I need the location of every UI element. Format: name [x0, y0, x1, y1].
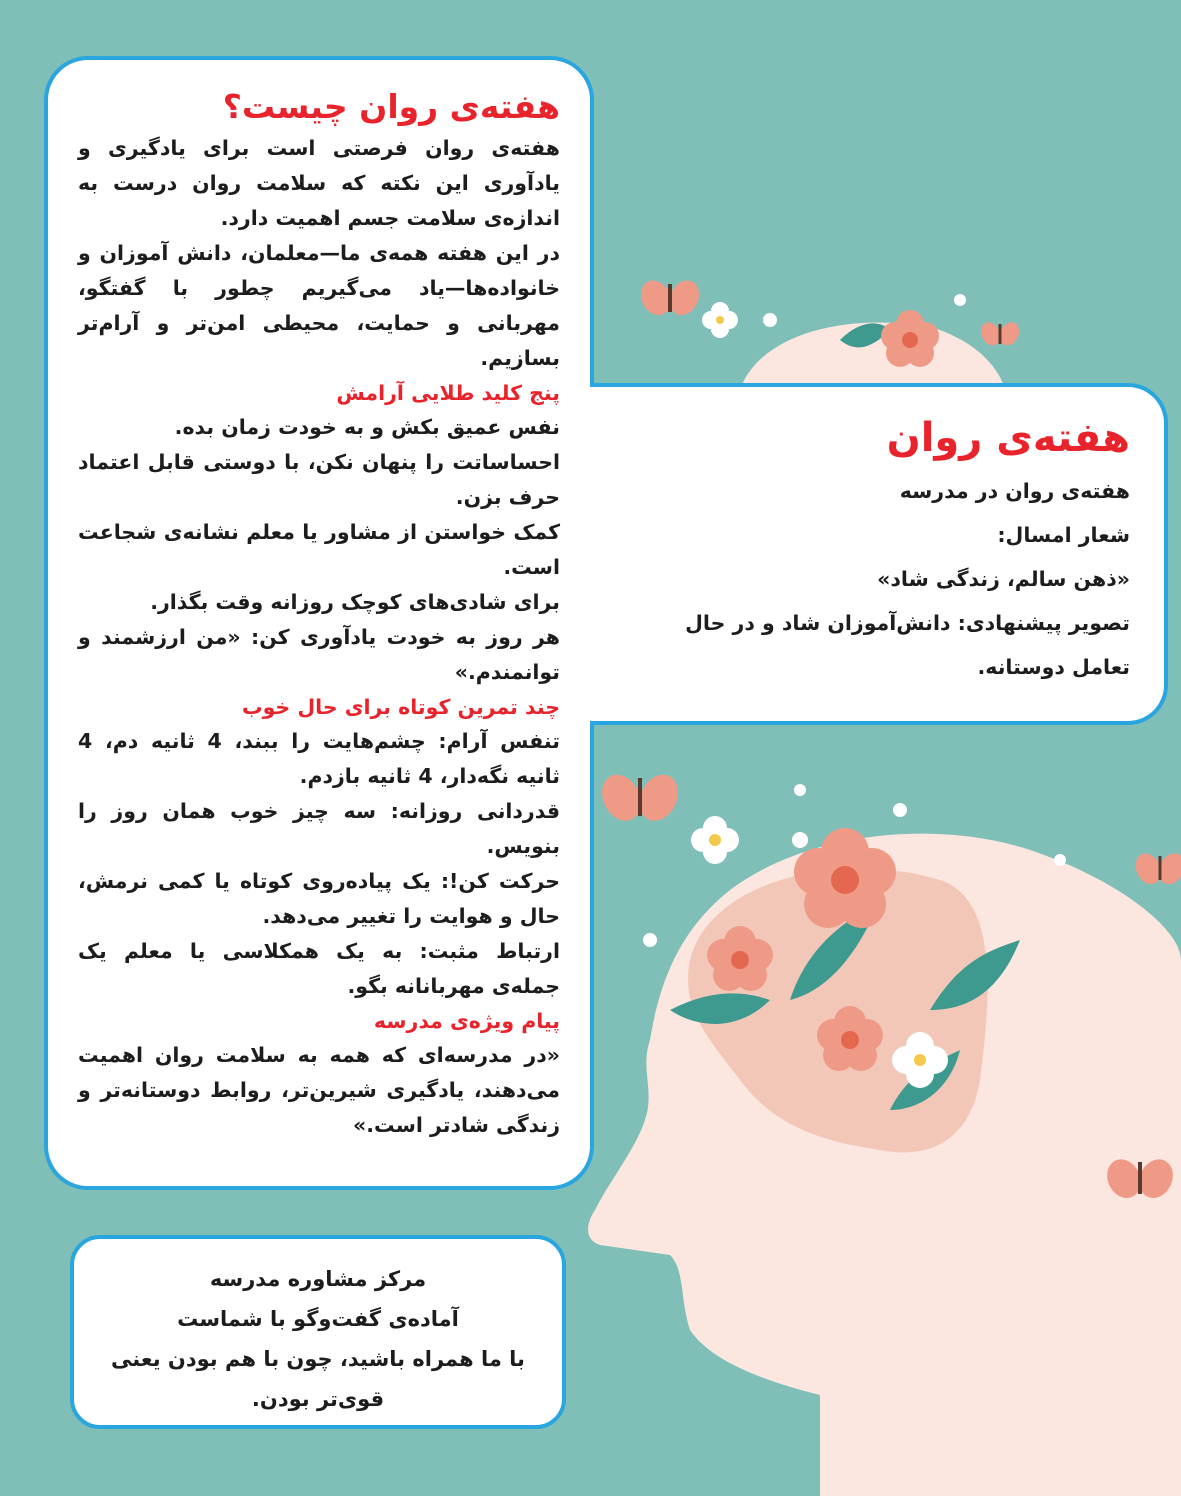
main-info-card — [44, 56, 594, 1190]
sparkle-icon — [794, 784, 806, 796]
slogan-label: شعار امسال: — [997, 523, 1130, 547]
counseling-line: آماده‌ی گفت‌وگو با شماست — [177, 1307, 459, 1331]
key-item: برای شادی‌های کوچک روزانه وقت بگذار. — [150, 590, 560, 615]
sparkle-icon — [763, 313, 777, 327]
white-flower-icon — [691, 816, 739, 864]
flower-icon — [881, 310, 939, 367]
key-item: کمک خواستن از مشاور یا معلم نشانه‌ی شجاعت است. — [78, 520, 560, 580]
counseling-title: مرکز مشاوره مدرسه — [209, 1267, 427, 1291]
main-title: هفته‌ی روان چیست؟ — [222, 87, 560, 126]
counseling-center-card — [70, 1235, 566, 1429]
message-heading: پیام ویژه‌ی مدرسه — [373, 1009, 560, 1034]
exercise-item: حرکت کن!: یک پیاده‌روی کوتاه یا کمی نرمش، حال و هوایت را تغییر می‌دهد. — [78, 869, 560, 929]
butterfly-icon — [1131, 849, 1181, 888]
sparkle-icon — [643, 933, 657, 947]
exercise-item: قدردانی روزانه: سه چیز خوب همان روز را بنویس. — [78, 799, 560, 859]
key-item: هر روز به خودت یادآوری کن: «من ارزشمند و توانمندم.» — [78, 625, 560, 685]
week-summary-card — [590, 383, 1168, 725]
sparkle-icon — [893, 803, 907, 817]
sparkle-icon — [1054, 854, 1066, 866]
exercises-heading: چند تمرین کوتاه برای حال خوب — [241, 695, 560, 720]
exercise-item: ارتباط مثبت: به یک همکلاسی یا معلم یک جمله‌ی مهربانانه بگو. — [78, 939, 560, 999]
intro-paragraph: هفته‌ی روان فرصتی است برای یادگیری و یادآوری این نکته که سلامت روان درست به اندازه‌ی سلامت جسم اهمیت دارد. — [78, 136, 560, 231]
butterfly-icon — [595, 768, 685, 827]
intro-paragraph: در این هفته همه‌ی ما—معلمان، دانش آموزان و خانواده‌ها—یاد می‌گیریم چطور با گفتگو، مهربانی و حمایت، محیطی امن‌تر و آرام‌تر بسازیم. — [78, 241, 560, 371]
counseling-line: با ما همراه باشید، چون با هم بودن یعنی قوی‌تر بودن. — [111, 1347, 525, 1411]
key-item: احساساتت را پنهان نکن، با دوستی قابل اعتماد حرف بزن. — [78, 450, 560, 510]
week-subtitle: هفته‌ی روان در مدرسه — [899, 479, 1130, 503]
week-title: هفته‌ی روان — [886, 415, 1130, 461]
keys-heading: پنج کلید طلایی آرامش — [336, 381, 560, 406]
exercise-item: تنفس آرام: چشم‌هایت را ببند، 4 ثانیه دم، 4 ثانیه نگه‌دار، 4 ثانیه بازدم. — [78, 729, 560, 789]
sparkle-icon — [792, 832, 808, 848]
head-flowers-illustration — [560, 0, 1181, 1496]
sparkle-icon — [954, 294, 966, 306]
slogan-text: «ذهن سالم، زندگی شاد» — [877, 567, 1130, 591]
white-flower-icon — [702, 302, 738, 338]
suggested-image-text: تصویر پیشنهادی: دانش‌آموزان شاد و در حال تعامل دوستانه. — [685, 611, 1130, 679]
butterfly-icon — [635, 276, 704, 320]
butterfly-icon — [977, 319, 1022, 348]
key-item: نفس عمیق بکش و به خودت زمان بده. — [174, 415, 560, 440]
school-message: «در مدرسه‌ای که همه به سلامت روان اهمیت می‌دهند، یادگیری شیرین‌تر، روابط دوستانه‌تر و زندگی شادتر است.» — [78, 1043, 560, 1138]
